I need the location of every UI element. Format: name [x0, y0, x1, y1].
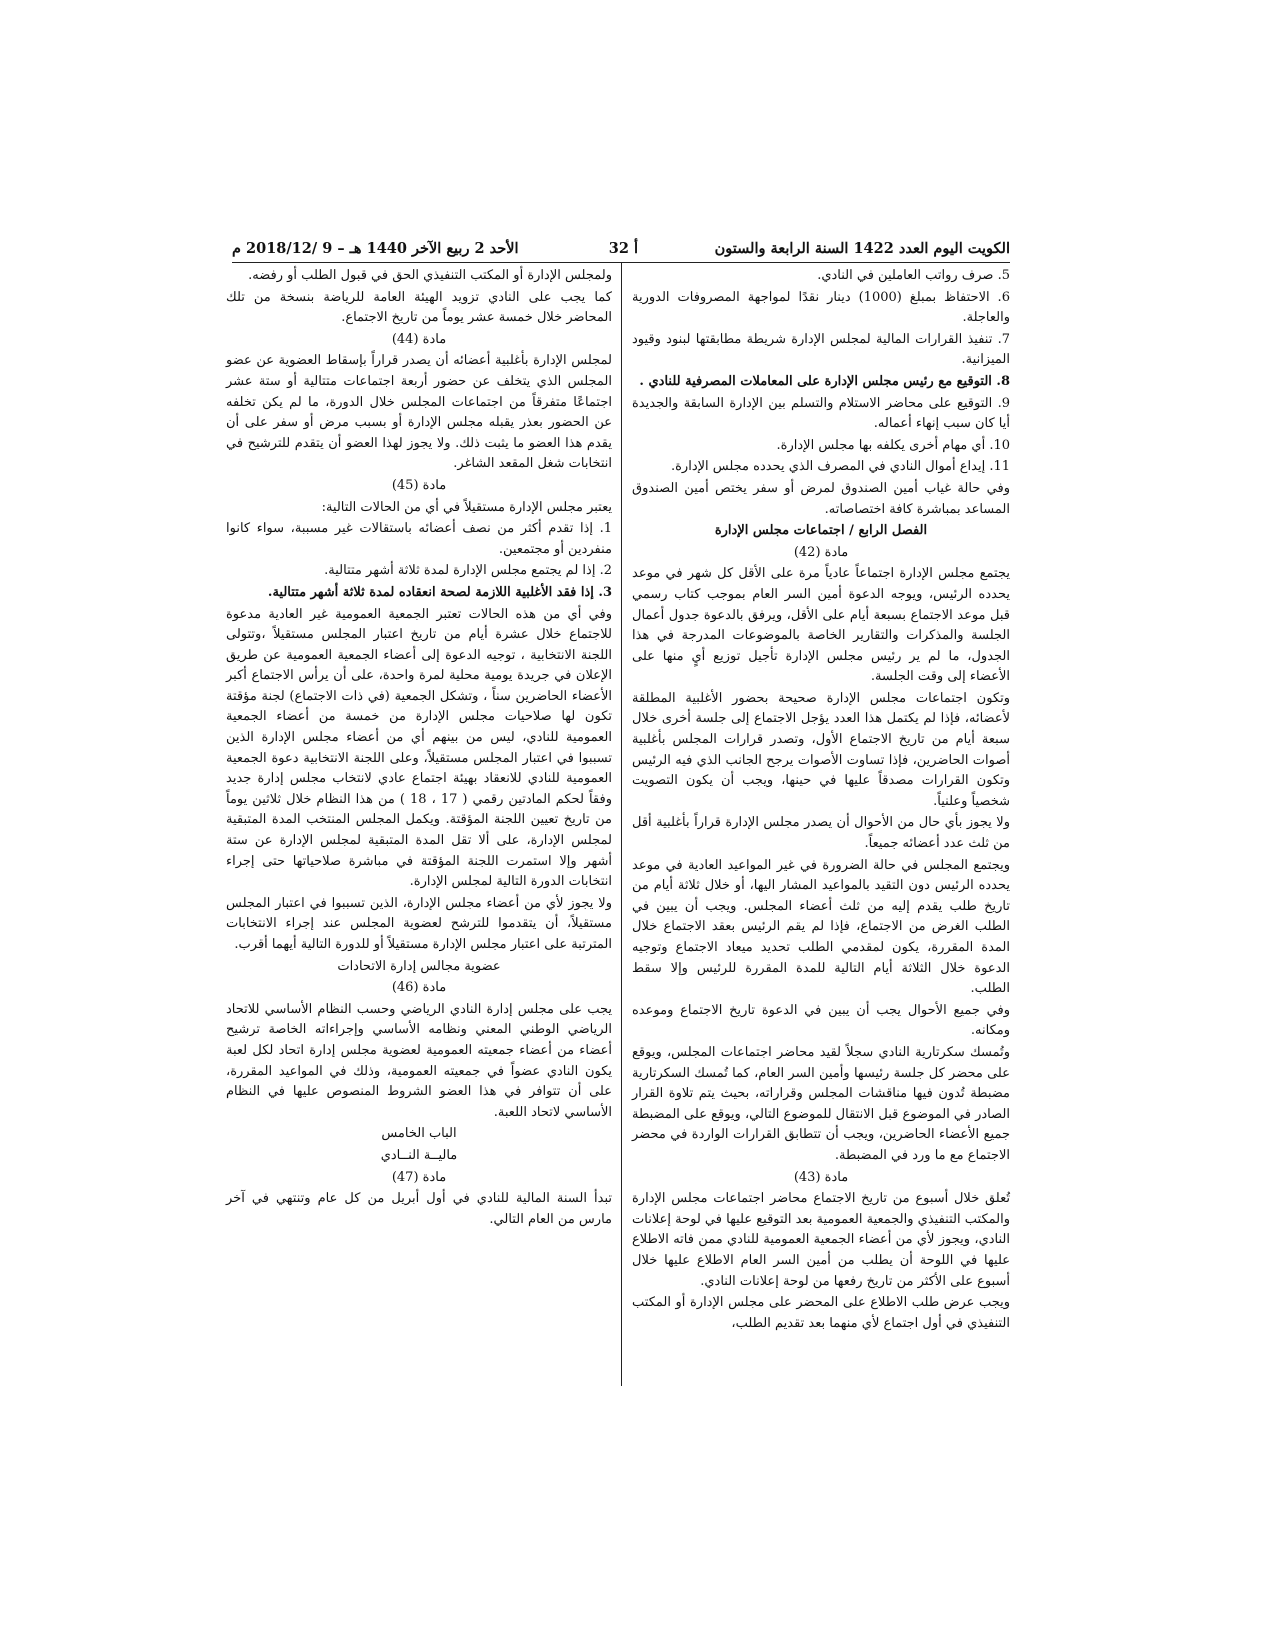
article-heading: مادة (43) — [793, 1169, 849, 1185]
paragraph: يجتمع مجلس الإدارة اجتماعاً عادياً مرة على الأقل كل شهر في موعد يحدده الرئيس، ويوجه الدعوة أمين السر العام بموجب كتاب رسمي قبل موعد الاجتماع بسبعة أيام على الأقل، ويرفق بالدعوة جدول أعمال الجلسة والمذكرات والتقارير الخاصة بالموضوعات المدرجة في هذا الجدول، ما لم ير رئيس مجلس الإدارة تأجيل توزيع أيٍ منها على الأعضاء إلى وقت الجلسة. — [632, 566, 1010, 685]
paragraph: وفي جميع الأحوال يجب أن يبين في الدعوة تاريخ الاجتماع وموعده ومكانه. — [632, 1002, 1010, 1039]
list-item: 1. إذا تقدم أكثر من نصف أعضائه باستقالات غير مسببة، سواء كانوا منفردين أو مجتمعين. — [226, 521, 612, 557]
list-item: 10. أي مهام أخرى يكلفه بها مجلس الإدارة. — [776, 437, 1010, 453]
article-heading: مادة (44) — [391, 331, 447, 347]
article-heading: مادة (45) — [391, 477, 447, 493]
paragraph: وتكون اجتماعات مجلس الإدارة صحيحة بحضور الأغلبية المطلقة لأعضائه، فإذا لم يكتمل هذا العدد يؤجل الاجتماع إلى جلسة أخرى خلال سبعة أيام من تاريخ الاجتماع الأول، وتصدر قرارات المجلس بأغلبية أصوات الحاضرين، فإذا تساوت الأصوات يرجح الجانب الذي فيه الرئيس وتكون القرارات مصدقاً عليها في حينها، ويجب أن يكون التصويت شخصياً وعلنياً. — [632, 690, 1010, 809]
list-item: 7. تنفيذ القرارات المالية لمجلس الإدارة شريطة مطابقتها لبنود وقيود الميزانية. — [632, 331, 1010, 368]
paragraph: ولا يجوز لأي من أعضاء مجلس الإدارة، الذين تسببوا في اعتبار المجلس مستقيلاً، أن يتقدموا للترشح لعضوية المجلس عند إجراء الانتخابات المترتبة على اعتبار مجلس الإدارة مستقيلاً أو للدورة التالية أيهما أقرب. — [226, 895, 612, 952]
paragraph: ولا يجوز بأي حال من الأحوال أن يصدر مجلس الإدارة قراراً بأغلبية أقل من ثلث عدد أعضائه جميعاً. — [632, 815, 1010, 852]
paragraph: يجب على مجلس إدارة النادي الرياضي وحسب النظام الأساسي للاتحاد الرياضي الوطني المعني ونظامه الأساسي وإجراءاته الخاصة ترشيح أعضاء من أعضاء جمعيته العمومية لعضوية مجلس إدارة اتحاد لكل لعبة يكون النادي عضواً في جمعيته العمومية، وذلك في المواعيد المقررة، على أن تتوافر في هذا العضو الشروط المنصوص عليها في النظام الأساسي لاتحاد اللعبة. — [226, 1001, 612, 1120]
chapter-heading: الفصل الرابع / اجتماعات مجلس الإدارة — [714, 523, 928, 539]
list-item: 3. إذا فقد الأغلبية اللازمة لصحة انعقاده لمدة ثلاثة أشهر متتالية. — [267, 584, 612, 600]
paragraph: ويجتمع المجلس في حالة الضرورة في غير المواعيد العادية في موعد يحدده الرئيس دون التقيد بالمواعيد المشار اليها، أو خلال ثلاثة أيام من تاريخ طلب يقدم إليه من ثلث أعضاء المجلس. ويجب أن يبين في الطلب الغرض من الاجتماع، فإذا لم يقم الرئيس بعقد الاجتماع خلال المدة المقررة، يكون لمقدمي الطلب تحديد ميعاد الاجتماع وتوجيه الدعوة خلال الثلاثة أيام التالية للمدة المقررة للرئيس وإلا سقط الطلب. — [632, 857, 1010, 997]
article-heading: مادة (47) — [391, 1169, 447, 1185]
part-heading: الباب الخامس — [381, 1126, 457, 1142]
list-item: 6. الاحتفاظ بمبلغ (1000) دينار نقدًا لمواجهة المصروفات الدورية والعاجلة. — [632, 289, 1010, 326]
paragraph: وفي أي من هذه الحالات تعتبر الجمعية العمومية غير العادية مدعوة للاجتماع خلال عشرة أيام من تاريخ اعتبار المجلس مستقيلاً ،وتتولى اللجنة الانتخابية ، توجيه الدعوة إلى أعضاء الجمعية العمومية عن طريق الإعلان في جريدة يومية محلية لمرة واحدة، على أن يرأس الاجتماع أكبر الأعضاء الحاضرين سناً ، وتشكل الجمعية (في ذات الاجتماع) لجنة مؤقتة تكون لها صلاحيات مجلس الإدارة من خمسة من أعضاء الجمعية العمومية للنادي، ليس من بينهم أي من أعضاء مجلس الإدارة الذين تسببوا في اعتبار المجلس مستقيلاً، وعلى اللجنة الانتخابية دعوة الجمعية العمومية للنادي للانعقاد بهيئة اجتماع عادي لانتخاب مجلس إدارة جديد وفقاً لحكم المادتين رقمي ( 17 ، 18 ) من هذا النظام خلال ثلاثين يوماً من تاريخ تعيين اللجنة المؤقتة. ويكمل المجلس المنتخب المدة المتبقية لمجلس الإدارة، على ألا تقل المدة المتبقية لمجلس الإدارة عن ستة أشهر وإلا استمرت اللجنة المؤقتة في مباشرة صلاحياتها حتى إجراء انتخابات الدورة التالية لمجلس الإدارة. — [226, 606, 613, 890]
list-item: 8. التوقيع مع رئيس مجلس الإدارة على المعاملات المصرفية للنادي . — [639, 373, 1010, 389]
right-column — [632, 266, 1010, 1335]
paragraph: وفي حالة غياب أمين الصندوق لمرض أو سفر يختص أمين الصندوق المساعد بمباشرة كافة اختصاصاته. — [632, 480, 1010, 517]
page-header — [232, 236, 1010, 262]
list-item: 2. إذا لم يجتمع مجلس الإدارة لمدة ثلاثة أشهر متتالية. — [324, 563, 612, 579]
paragraph: لمجلس الإدارة بأغلبية أعضائه أن يصدر قراراً بإسقاط العضوية عن عضو المجلس الذي يتخلف عن حضور أربعة اجتماعات متتالية أو ستة عشر اجتماعًا متفرقاً من اجتماعات المجلس خلال الدورة، ما لم يكن تخلفه عن الحضور بعذر يقبله مجلس الإدارة أو بسبب مرض أو سفر على أن يقدم هذا العضو ما يثبت ذلك. ولا يجوز لهذا العضو أن يتقدم للترشيح في انتخابات شغل المقعد الشاغر. — [226, 353, 612, 472]
list-item: 5. صرف رواتب العاملين في النادي. — [817, 268, 1010, 283]
issue-date: الأحد 2 ربيع الآخر 1440 هـ – 9 /2018/12 م — [232, 240, 519, 257]
column-divider — [621, 262, 622, 1386]
paragraph: وتُمسك سكرتارية النادي سجلاً لقيد محاضر اجتماعات المجلس، ويوقع على محضر كل جلسة رئيسها وأمين السر العام، كما تُمسك السكرتارية مضبطة تُدون فيها مناقشات المجلس وقراراته، بحيث يتم تلاوة القرار الصادر في الموضوع قبل الانتقال للموضوع التالي، ويوقع على المضبطة جميع الأعضاء الحاضرين، ويجب أن تتطابق القرارات الواردة في محضر الاجتماع مع ما ورد في المضبطة. — [632, 1044, 1010, 1163]
paragraph: يعتبر مجلس الإدارة مستقيلاً في أي من الحالات التالية: — [321, 499, 612, 515]
left-column — [226, 266, 612, 1231]
paragraph: كما يجب على النادي تزويد الهيئة العامة للرياضة بنسخة من تلك المحاضر خلال خمسة عشر يوماً من تاريخ الاجتماع. — [226, 289, 612, 326]
list-item: 9. التوقيع على محاضر الاستلام والتسلم بين الإدارة السابقة والجديدة أيا كان سبب إنهاء أعماله. — [632, 395, 1010, 432]
publication-info: الكويت اليوم العدد 1422 السنة الرابعة والستون — [714, 240, 1010, 257]
article-heading: مادة (42) — [793, 544, 849, 560]
section-heading: عضوية مجالس إدارة الاتحادات — [337, 958, 501, 974]
list-item: 11. إيداع أموال النادي في المصرف الذي يحدده مجلس الإدارة. — [670, 459, 1010, 475]
paragraph: ويجب عرض طلب الاطلاع على المحضر على مجلس الإدارة أو المكتب التنفيذي في أول اجتماع لأي منهما بعد تقديم الطلب، — [632, 1295, 1010, 1331]
paragraph: تبدأ السنة المالية للنادي في أول أبريل من كل عام وتنتهي في آخر مارس من العام التالي. — [226, 1191, 612, 1227]
page-number: أ 32 — [608, 240, 638, 257]
part-subheading: ماليــة النــادي — [380, 1147, 458, 1163]
article-heading: مادة (46) — [391, 980, 447, 996]
paragraph: تُعلق خلال أسبوع من تاريخ الاجتماع محاضر اجتماعات مجلس الإدارة والمكتب التنفيذي والجمعية العمومية بعد التوقيع عليها في لوحة إعلانات النادي، ويجوز لأي من أعضاء الجمعية العمومية للنادي ممن فاته الاطلاع عليها في اللوحة أن يطلب من أمين السر العام الاطلاع عليها خلال أسبوع على الأكثر من تاريخ رفعها من لوحة إعلانات النادي. — [632, 1191, 1010, 1289]
paragraph: ولمجلس الإدارة أو المكتب التنفيذي الحق في قبول الطلب أو رفضه. — [248, 268, 612, 283]
